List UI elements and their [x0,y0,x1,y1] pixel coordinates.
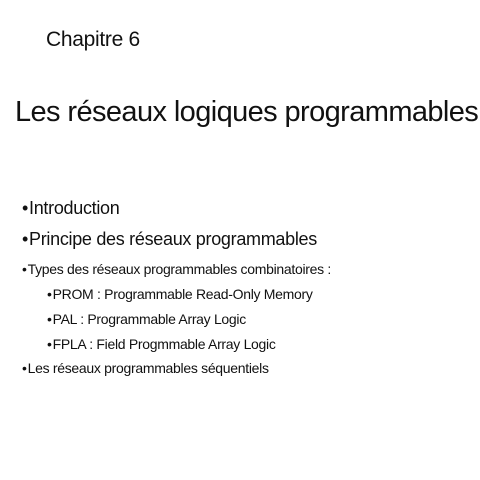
bullet-dot: • [22,360,27,376]
bullet-item [22,360,269,376]
bullet-text: Principe des réseaux programmables [29,229,317,249]
bullet-dot: • [47,311,52,327]
slide-title: Les réseaux logiques programmables [15,96,479,128]
bullet-text: Types des réseaux programmables combinatoires : [27,261,331,277]
bullet-subitem [47,336,276,352]
bullet-item [22,198,119,219]
bullet-text: Les réseaux programmables séquentiels [27,360,269,376]
bullet-dot: • [22,261,27,277]
bullet-item [22,261,331,277]
bullet-subitem [47,286,313,302]
bullet-subitem [47,311,246,327]
bullet-text: PROM : Programmable Read-Only Memory [52,286,313,302]
bullet-text: Introduction [29,198,120,218]
bullet-text: FPLA : Field Progmmable Array Logic [52,336,276,352]
bullet-dot: • [47,336,52,352]
bullet-dot: • [22,198,29,218]
chapter-label: Chapitre 6 [46,28,140,51]
bullet-text: PAL : Programmable Array Logic [52,311,246,327]
bullet-dot: • [22,229,29,249]
bullet-dot: • [47,286,52,302]
bullet-item [22,229,317,250]
